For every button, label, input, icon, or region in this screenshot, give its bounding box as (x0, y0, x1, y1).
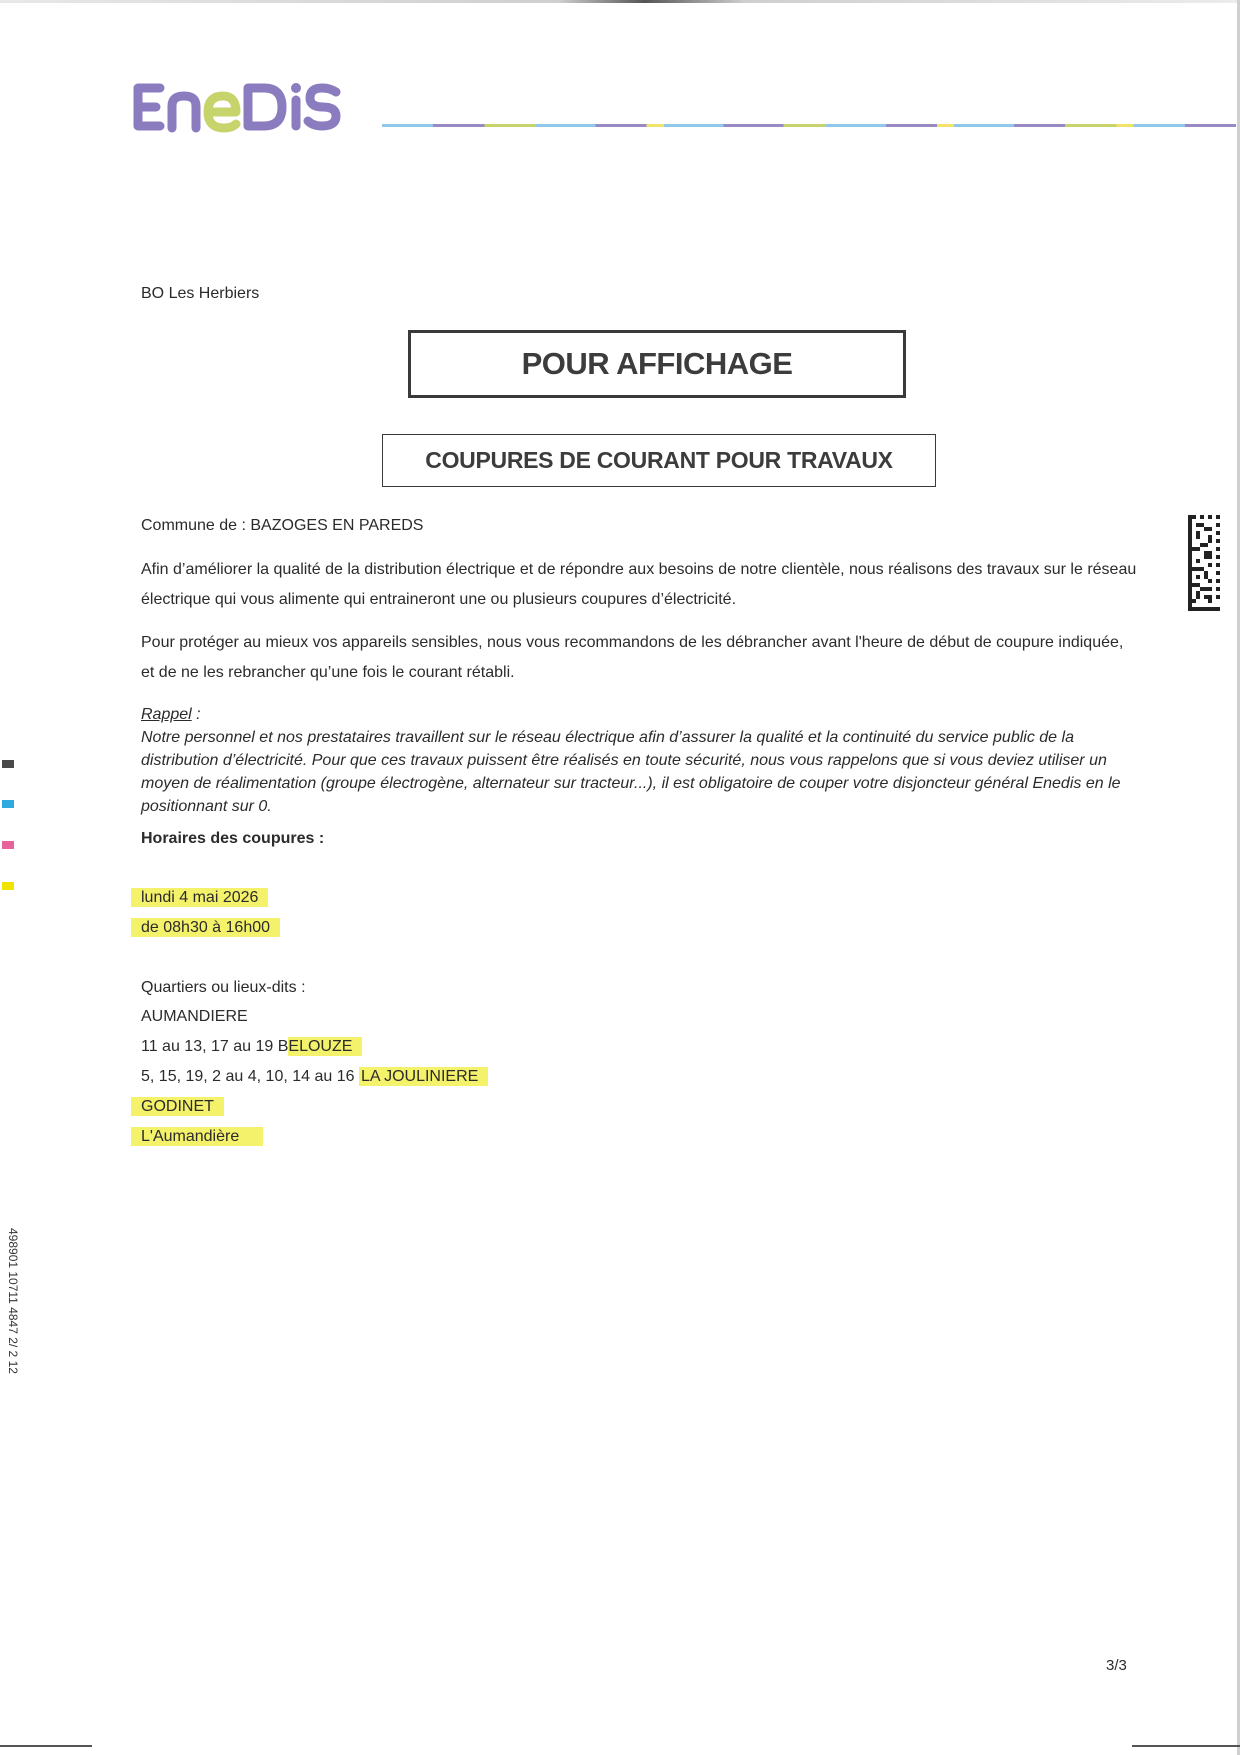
page-title: POUR AFFICHAGE (521, 346, 793, 381)
place-highlight: LA JOULINIERE (359, 1067, 488, 1086)
enedis-logo (130, 78, 370, 136)
title-box (408, 330, 906, 398)
scan-edge-bottom-left (0, 1745, 92, 1747)
reminder-label-suffix: : (191, 706, 201, 723)
place-item (141, 1098, 224, 1116)
logo-divider-rule (382, 124, 1236, 127)
schedule-hours: de 08h30 à 16h00 (131, 918, 280, 937)
scan-edge-bottom-right (1132, 1745, 1240, 1747)
schedule-heading: Horaires des coupures : (141, 830, 325, 847)
places-heading: Quartiers ou lieux-dits : (141, 979, 306, 996)
place-item (141, 1068, 488, 1086)
sender-line: BO Les Herbiers (141, 285, 260, 302)
intro-paragraph: Afin d’améliorer la qualité de la distribution électrique et de répondre aux besoins de notre clientèle, nous réalisons des travaux sur le réseau électrique qui vous alimente qui entraineront une ou plusieurs coupures d’électricité. (141, 561, 1137, 608)
registration-mark-yellow (2, 882, 14, 890)
registration-mark-black (2, 760, 14, 768)
reminder-block (141, 703, 1141, 818)
subtitle-box (382, 434, 936, 487)
schedule-hours-line (141, 919, 280, 937)
schedule-date-line (141, 889, 268, 907)
side-print-code: 498901 10711 4847 2/ 2 12 (6, 1228, 20, 1374)
page-subtitle: COUPURES DE COURANT POUR TRAVAUX (425, 447, 893, 473)
place-plain: 11 au 13, 17 au 19 B (141, 1038, 289, 1055)
commune-line: Commune de : BAZOGES EN PAREDS (141, 517, 424, 534)
registration-mark-magenta (2, 841, 14, 849)
place-plain: AUMANDIERE (141, 1008, 248, 1025)
scan-edge-top (0, 0, 1240, 3)
place-highlight: ELOUZE (288, 1037, 362, 1056)
schedule-date: lundi 4 mai 2026 (131, 888, 268, 907)
place-highlight: L'Aumandière (131, 1127, 263, 1146)
place-highlight: GODINET (131, 1097, 224, 1116)
reminder-label: Rappel (141, 706, 192, 723)
registration-mark-cyan (2, 800, 14, 808)
advice-paragraph: Pour protéger au mieux vos appareils sensibles, nous vous recommandons de les débrancher avant l'heure de début de coupure indiquée, et de ne les rebrancher qu’une fois le courant rétabli. (141, 634, 1124, 681)
place-item (141, 1008, 248, 1026)
place-item (141, 1128, 263, 1146)
reminder-text: Notre personnel et nos prestataires travaillent sur le réseau électrique afin d’assurer la qualité et la continuité du service public de la distribution d’électricité. Pour que ces travaux puissent être réalisés en toute sécurité, nous vous rappelons que si vous deviez utiliser un moyen de réalimentation (groupe électrogène, alternateur sur tracteur...), il est obligatoire de couper votre disjoncteur général Enedis en le positionnant sur 0. (141, 729, 1121, 815)
datamatrix-code (1188, 515, 1220, 611)
page-number: 3/3 (1106, 1657, 1127, 1674)
place-plain: 5, 15, 19, 2 au 4, 10, 14 au 16 (141, 1068, 359, 1085)
place-item (141, 1038, 362, 1056)
